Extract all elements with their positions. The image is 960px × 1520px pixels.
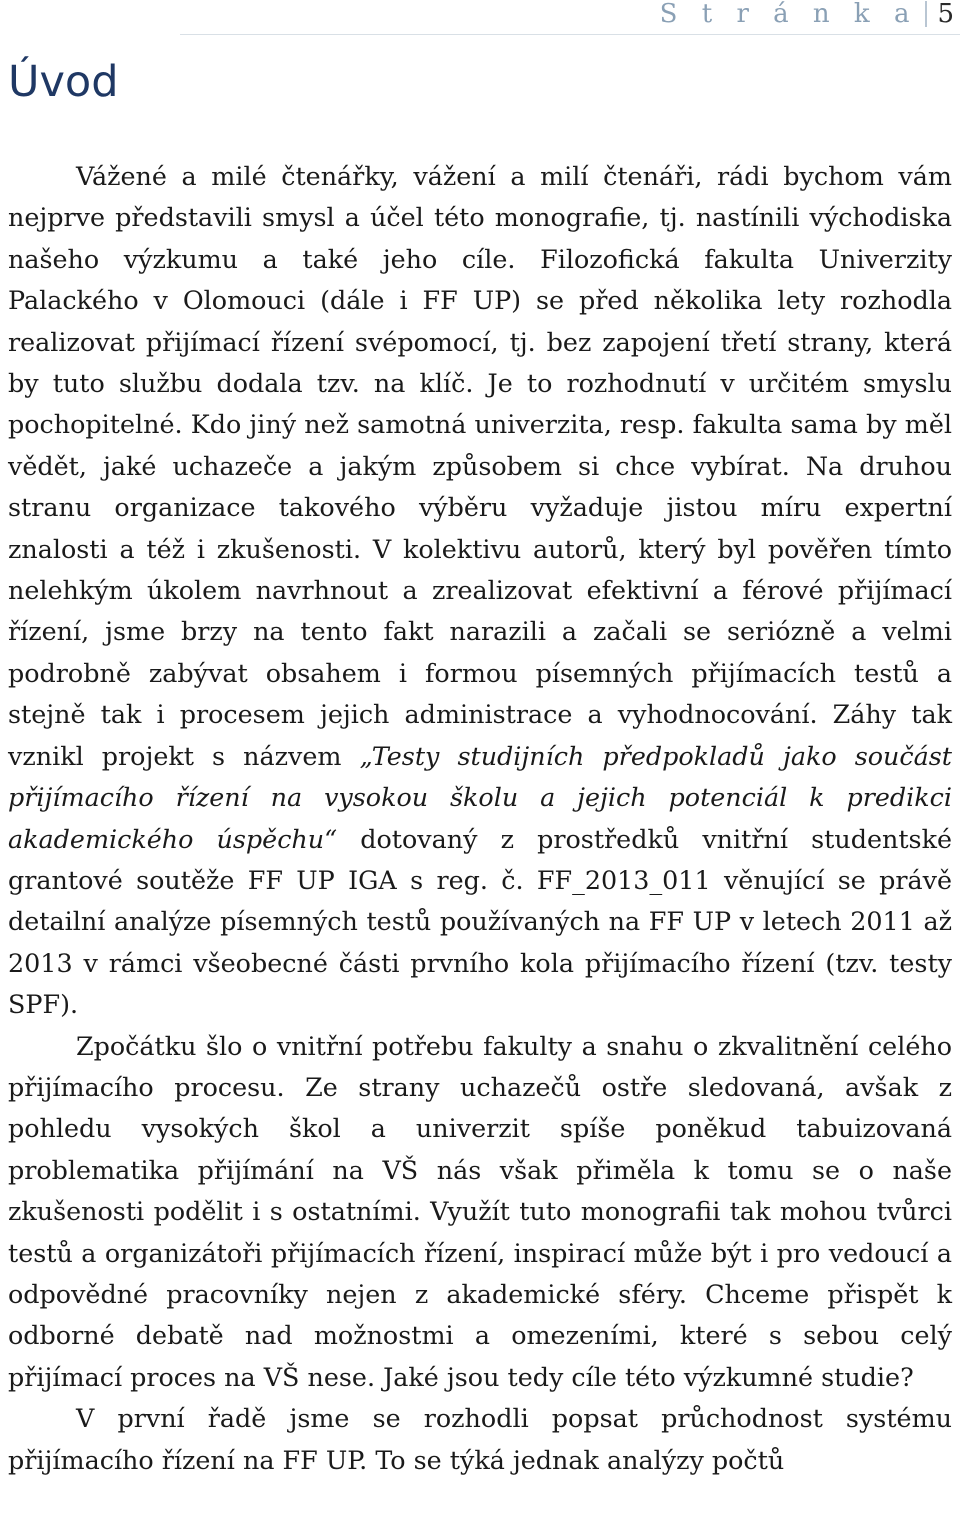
header-rule — [180, 34, 960, 35]
chapter-title: Úvod — [8, 57, 119, 107]
page-label: S t r á n k a — [659, 0, 918, 29]
paragraph-intro-text-start: Vážené a milé čtenářky, vážení a milí čtenáři, rádi bychom vám nejprve představili smysl a účel této monografie, tj. nastínili východiska našeho výzkumu a také jeho cíle. Filozofická fakulta Univerzity Palackého v Olomouci (dále i FF UP) se před několika lety rozhodla realizovat přijímací řízení svépomocí, tj. bez zapojení třetí strany, která by tuto službu dodala tzv. na klíč. Je to rozhodnutí v určitém smyslu pochopitelné. Kdo jiný než samotná univerzita, resp. fakulta sama by měl vědět, jaké uchazeče a jakým způsobem si chce vybírat. Na druhou stranu organizace takového výběru vyžaduje jistou míru expertní znalosti a též i zkušenosti. V kolektivu autorů, který byl pověřen tímto nelehkým úkolem navrhnout a zrealizovat efektivní a férové přijímací řízení, jsme brzy na tento fakt narazili a začali se seriózně a velmi podrobně zabývat obsahem i formou písemných přijímacích testů a stejně tak i procesem jejich administrace a vyhodnocování. Záhy tak vznikl projekt s názvem — [8, 161, 952, 771]
paragraph-intro — [8, 156, 952, 1026]
paragraph-motivation: Zpočátku šlo o vnitřní potřebu fakulty a snahu o zkvalitnění celého přijímacího procesu. Ze strany uchazečů ostře sledovaná, avšak z pohledu vysokých škol a univerzit spíše poněkud tabuizovaná problematika přijímání na VŠ nás však přiměla k tomu se o naše zkušenosti podělit i s ostatními. Využít tuto monografii tak mohou tvůrci testů a organizátoři přijímacích řízení, inspirací může být i pro vedoucí a odpovědné pracovníky nejen z akademické sféry. Chceme přispět k odborné debatě nad možnostmi a omezeními, které s sebou celý přijímací proces na VŠ nese. Jaké jsou tedy cíle této výzkumné studie? — [8, 1030, 952, 1392]
paragraph-goals: V první řadě jsme se rozhodli popsat průchodnost systému přijímacího řízení na FF UP. To se týká jednak analýzy počtů — [8, 1403, 952, 1475]
project-title: „Testy studijních předpokladů jako součást přijímacího řízení na vysokou školu a jejich potenciál k predikci akademického úspěchu“ — [8, 740, 952, 854]
page-header — [660, 0, 954, 28]
paragraph-intro-text-end: dotovaný z prostředků vnitřní studentské grantové soutěže FF UP IGA s reg. č. FF_2013_011 věnující se právě detailní analýze písemných testů používaných na FF UP v letech 2011 až 2013 v rámci všeobecné části prvního kola přijímacího řízení (tzv. testy SPF). — [8, 823, 952, 1020]
body-text — [8, 156, 952, 1481]
page-number: 5 — [937, 0, 954, 29]
header-separator — [925, 1, 927, 27]
